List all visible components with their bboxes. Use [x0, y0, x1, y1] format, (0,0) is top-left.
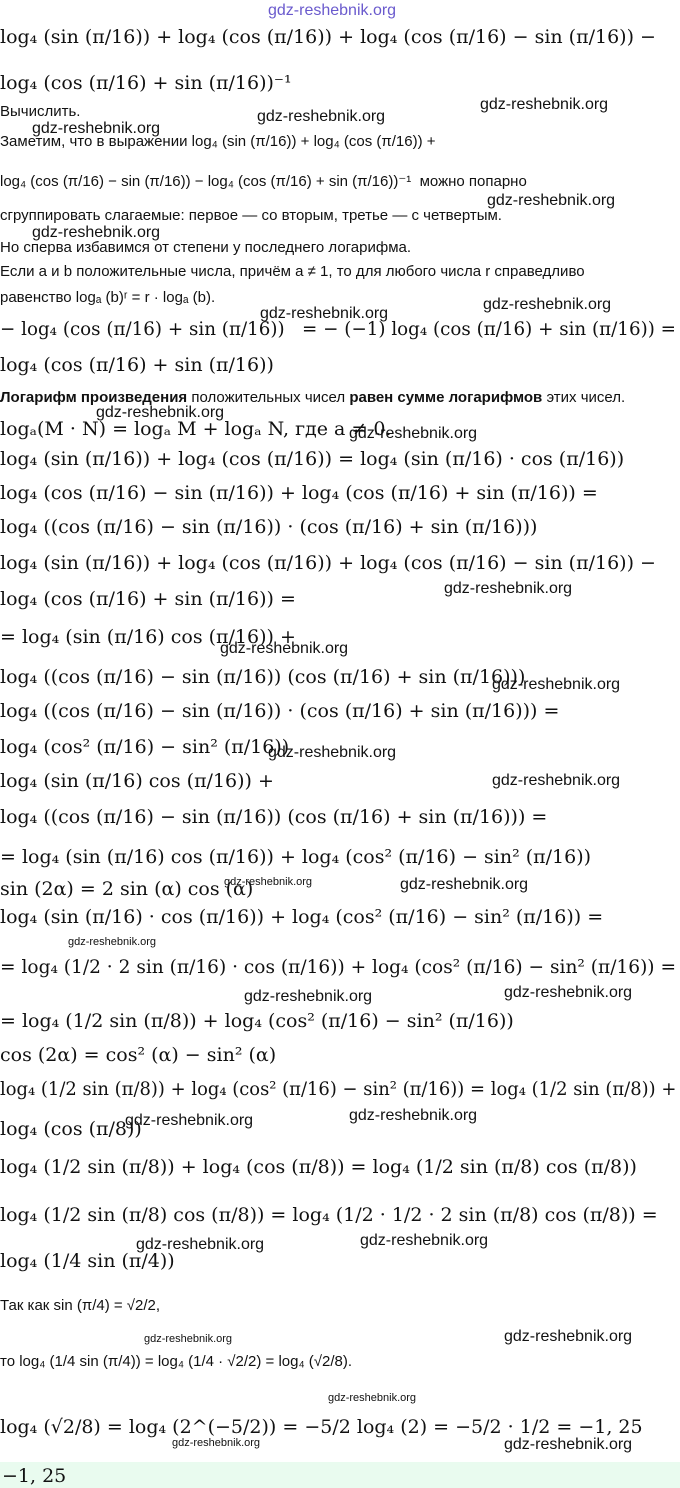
- solution-line: то log₄ (1/4 sin (π/4)) = log₄ (1/4 · √2/2) = log₄ (√2/8).: [0, 1353, 353, 1370]
- solution-line: Логарифм произведения положительных чисел равен сумме логарифмов этих чисел.: [0, 389, 626, 406]
- solution-line: Но сперва избавимся от степени у последнего логарифма.: [0, 239, 412, 256]
- solution-line: log₄ (1/2 sin (π/8)) + log₄ (cos (π/8)) = log₄ (1/2 sin (π/8) cos (π/8)): [0, 1156, 637, 1178]
- solution-line: log₄ (sin (π/16) · cos (π/16)) + log₄ (cos² (π/16) − sin² (π/16)) =: [0, 906, 604, 928]
- watermark: gdz-reshebnik.org: [257, 108, 386, 125]
- solution-line: log₄ ((cos (π/16) − sin (π/16)) · (cos (π/16) + sin (π/16))): [0, 516, 538, 538]
- solution-line: Так как sin (π/4) = √2/2,: [0, 1297, 161, 1314]
- solution-line: = log₄ (1/2 · 2 sin (π/16) · cos (π/16)) + log₄ (cos² (π/16) − sin² (π/16)) =: [0, 956, 677, 978]
- solution-line: = log₄ (sin (π/16) cos (π/16)) +: [0, 626, 296, 648]
- watermark: gdz-reshebnik.org: [32, 224, 161, 241]
- watermark: gdz-reshebnik.org: [492, 676, 621, 693]
- watermark: gdz-reshebnik.org: [32, 120, 161, 137]
- solution-line: Вычислить.: [0, 103, 81, 120]
- solution-line: − log₄ (cos (π/16) + sin (π/16)) = − (−1) log₄ (cos (π/16) + sin (π/16)) =: [0, 318, 676, 340]
- watermark: gdz-reshebnik.org: [68, 936, 157, 948]
- solution-line: log₄ (cos (π/16) − sin (π/16)) − log₄ (cos (π/16) + sin (π/16))⁻¹ можно попарно: [0, 173, 527, 190]
- solution-line: log₄ ((cos (π/16) − sin (π/16)) (cos (π/16) + sin (π/16))): [0, 666, 526, 688]
- solution-line: равенство logₐ (b)ʳ = r · logₐ (b).: [0, 289, 216, 306]
- watermark: gdz-reshebnik.org: [136, 1236, 265, 1253]
- watermark: gdz-reshebnik.org: [444, 580, 573, 597]
- watermark: gdz-reshebnik.org: [125, 1112, 254, 1129]
- solution-line: = log₄ (1/2 sin (π/8)) + log₄ (cos² (π/16) − sin² (π/16)): [0, 1010, 514, 1032]
- watermark: gdz-reshebnik.org: [244, 988, 373, 1005]
- watermark: gdz-reshebnik.org: [268, 744, 397, 761]
- watermark: gdz-reshebnik.org: [483, 296, 612, 313]
- solution-line: log₄ (sin (π/16)) + log₄ (cos (π/16)) = log₄ (sin (π/16) · cos (π/16)): [0, 448, 625, 470]
- solution-line: сгруппировать слагаемые: первое — со вторым, третье — с четвертым.: [0, 207, 502, 224]
- solution-line: Заметим, что в выражении log₄ (sin (π/16)) + log₄ (cos (π/16)) +: [0, 133, 436, 150]
- watermark: gdz-reshebnik.org: [224, 876, 313, 888]
- solution-line: log₄ (cos (π/8)): [0, 1118, 142, 1140]
- watermark: gdz-reshebnik.org: [504, 1436, 633, 1453]
- solution-line: logₐ(M · N) = logₐ M + logₐ N, где a ≠ 0.: [0, 418, 392, 440]
- solution-line: log₄ (1/2 sin (π/8) cos (π/8)) = log₄ (1/2 · 1/2 · 2 sin (π/8) cos (π/8)) =: [0, 1204, 658, 1226]
- bold-term: Логарифм произведения: [0, 389, 188, 406]
- solution-line: log₄ (cos² (π/16) − sin² (π/16)): [0, 736, 290, 758]
- answer-value: −1, 25: [2, 1465, 67, 1487]
- solution-line: log₄ (sin (π/16) cos (π/16)) +: [0, 770, 274, 792]
- solution-line: log₄ (√2/8) = log₄ (2^(−5/2)) = −5/2 log₄ (2) = −5/2 · 1/2 = −1, 25: [0, 1416, 643, 1438]
- watermark: gdz-reshebnik.org: [504, 1328, 633, 1345]
- solution-line: log₄ (sin (π/16)) + log₄ (cos (π/16)) + log₄ (cos (π/16) − sin (π/16)) −: [0, 26, 656, 48]
- solution-line: log₄ ((cos (π/16) − sin (π/16)) (cos (π/16) + sin (π/16))) =: [0, 806, 548, 828]
- solution-line: = log₄ (sin (π/16) cos (π/16)) + log₄ (cos² (π/16) − sin² (π/16)): [0, 846, 592, 868]
- solution-line: log₄ (cos (π/16) + sin (π/16))⁻¹: [0, 72, 292, 94]
- watermark: gdz-reshebnik.org: [349, 425, 478, 442]
- watermark: gdz-reshebnik.org: [144, 1333, 233, 1345]
- watermark: gdz-reshebnik.org: [96, 404, 225, 421]
- solution-line: log₄ (cos (π/16) + sin (π/16)): [0, 354, 274, 376]
- solution-line: Если a и b положительные числа, причём a ≠ 1, то для любого числа r справедливо: [0, 263, 585, 280]
- watermark: gdz-reshebnik.org: [480, 96, 609, 113]
- solution-line: cos (2α) = cos² (α) − sin² (α): [0, 1044, 277, 1066]
- solution-line: log₄ ((cos (π/16) − sin (π/16)) · (cos (π/16) + sin (π/16))) =: [0, 700, 560, 722]
- solution-line: log₄ (sin (π/16)) + log₄ (cos (π/16)) + log₄ (cos (π/16) − sin (π/16)) −: [0, 552, 656, 574]
- watermark: gdz-reshebnik.org: [220, 640, 349, 657]
- solution-line: log₄ (cos (π/16) + sin (π/16)) =: [0, 588, 296, 610]
- watermark: gdz-reshebnik.org: [360, 1232, 489, 1249]
- solution-line: log₄ (cos (π/16) − sin (π/16)) + log₄ (cos (π/16) + sin (π/16)) =: [0, 482, 598, 504]
- watermark: gdz-reshebnik.org: [487, 192, 616, 209]
- solution-line: log₄ (1/2 sin (π/8)) + log₄ (cos² (π/16) − sin² (π/16)) = log₄ (1/2 sin (π/8)) +: [0, 1078, 677, 1100]
- bold-term: равен сумме логарифмов: [349, 389, 543, 406]
- watermark: gdz-reshebnik.org: [504, 984, 633, 1001]
- watermark: gdz-reshebnik.org: [172, 1437, 261, 1449]
- solution-line: log₄ (1/4 sin (π/4)): [0, 1250, 175, 1272]
- solution-line: sin (2α) = 2 sin (α) cos (α): [0, 878, 254, 900]
- watermark: gdz-reshebnik.org: [328, 1392, 417, 1404]
- watermark: gdz-reshebnik.org: [400, 876, 529, 893]
- watermark: gdz-reshebnik.org: [492, 772, 621, 789]
- watermark: gdz-reshebnik.org: [268, 2, 397, 19]
- watermark: gdz-reshebnik.org: [349, 1107, 478, 1124]
- watermark: gdz-reshebnik.org: [260, 305, 389, 322]
- answer-box: [0, 1462, 680, 1488]
